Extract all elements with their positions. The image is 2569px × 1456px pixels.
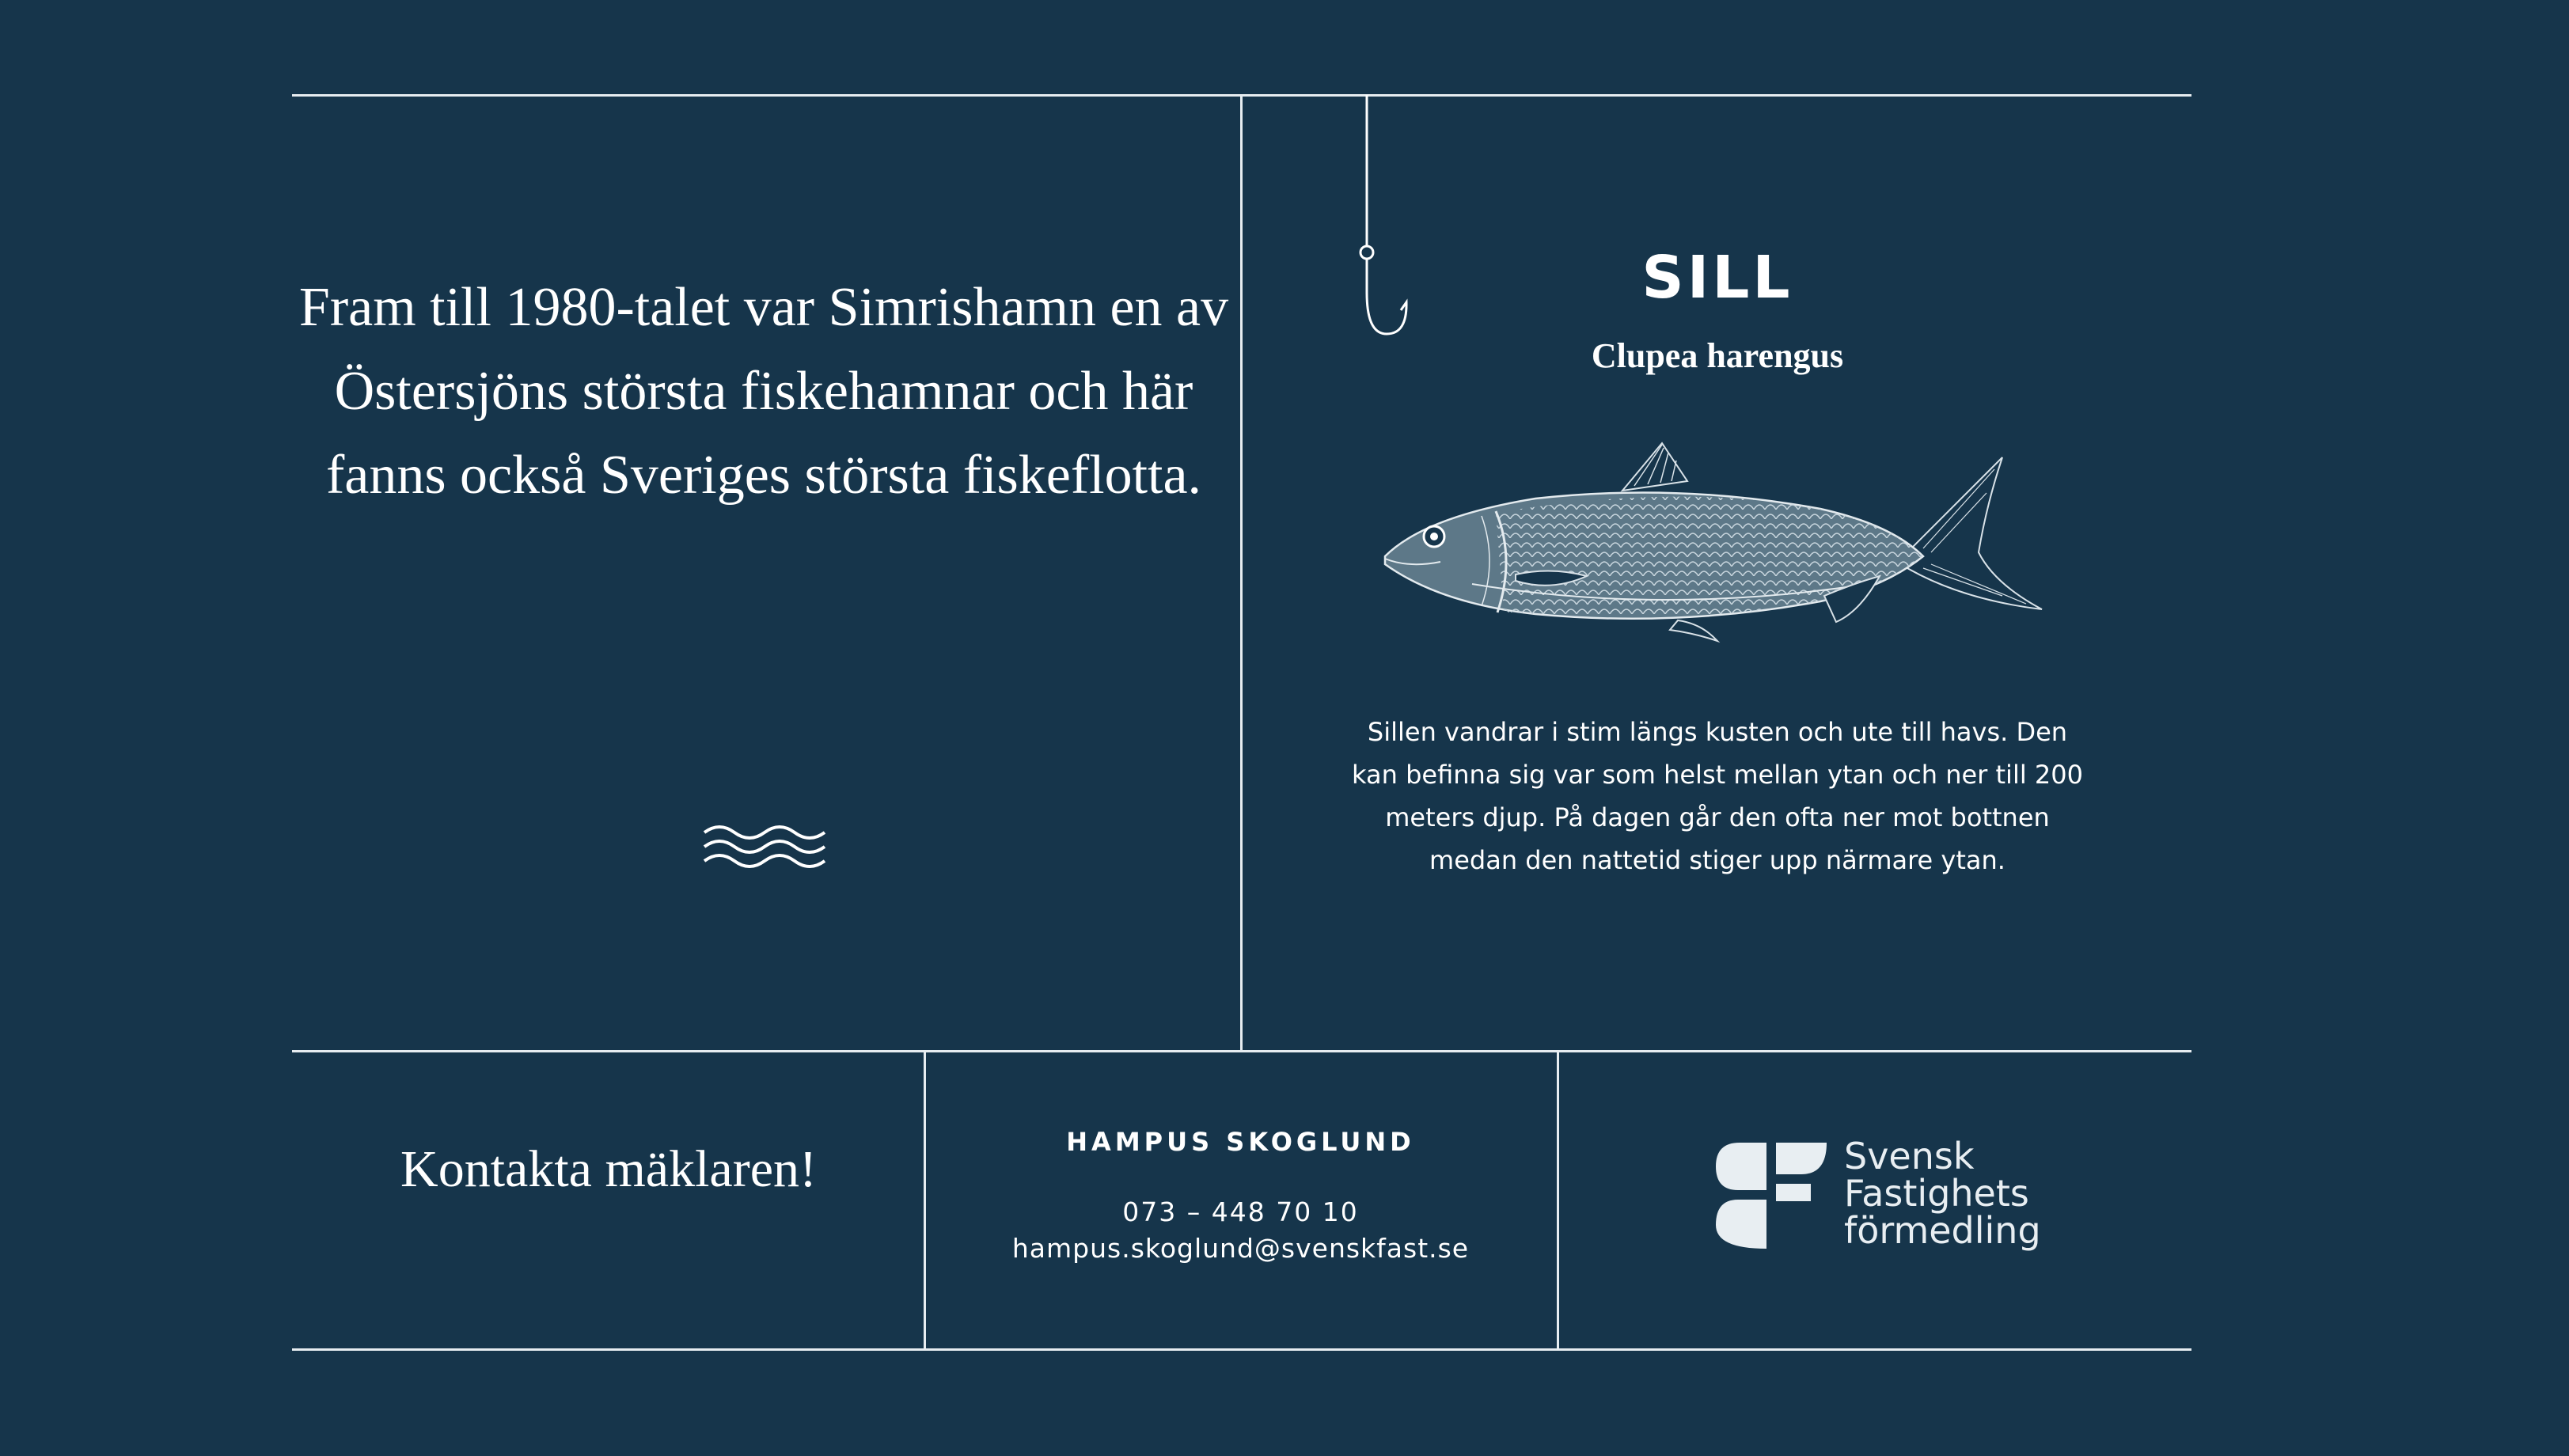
- logo-line-formedling: förmedling: [1844, 1209, 2041, 1252]
- fish-title: SILL: [1641, 244, 1793, 312]
- fish-hook-icon: [1345, 95, 1409, 340]
- agent-email-link[interactable]: hampus.skoglund@svenskfast.se: [1011, 1233, 1470, 1264]
- fish-description: Sillen vandrar i stim längs kusten och ute till havs. Den kan befinna sig var som helst mellan ytan och ner till 200 meters djup. På dagen går den ofta ner mot bottnen medan den nattetid stiger upp närmare ytan.: [1352, 717, 2083, 875]
- agent-phone-link[interactable]: 073 – 448 70 10: [1122, 1196, 1359, 1227]
- logo-line-svensk: Svensk: [1844, 1135, 1975, 1177]
- fish-latin-name: Clupea harengus: [1591, 336, 1844, 375]
- svensk-fastighetsformedling-logo-icon: [1716, 1143, 1827, 1249]
- intro-quote: Fram till 1980-talet var Simrishamn en av Östersjöns största fiskehamnar och här fanns också Sveriges största fiskeflotta.: [298, 277, 1229, 506]
- herring-illustration: [1377, 434, 2058, 647]
- agent-name: HAMPUS SKOGLUND: [1066, 1127, 1415, 1157]
- lower-column-divider-right: [1557, 1050, 1559, 1351]
- company-logo-text: [1844, 1135, 2041, 1252]
- waves-icon: [703, 823, 826, 869]
- contact-heading: Kontakta mäklaren!: [400, 1140, 817, 1198]
- upper-column-divider: [1240, 94, 1243, 1052]
- logo-line-fastighets: Fastighets: [1844, 1172, 2029, 1215]
- bottom-divider: [292, 1348, 2191, 1351]
